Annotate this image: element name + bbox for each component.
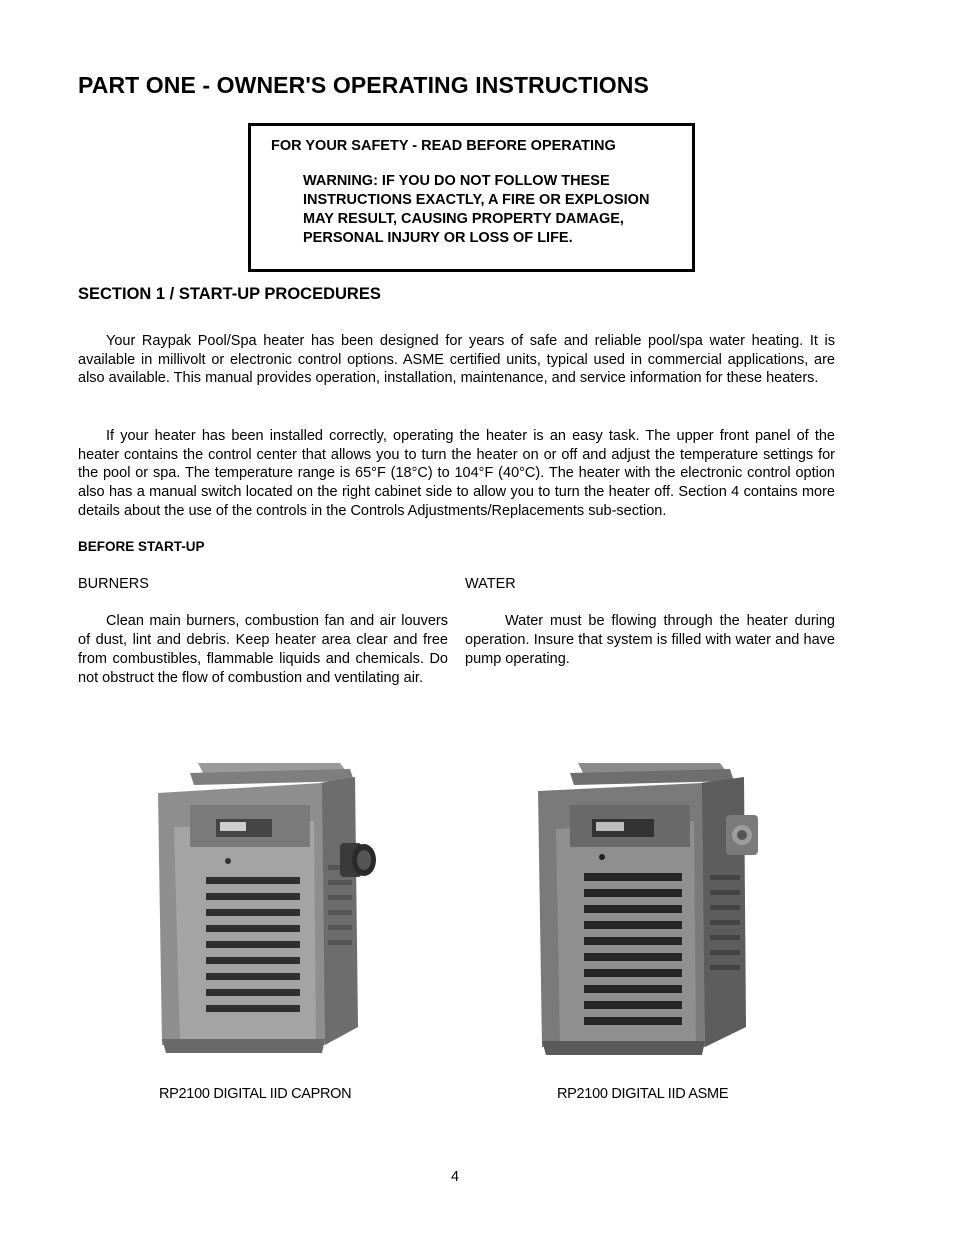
- heater-photo-capron: [150, 755, 390, 1075]
- safety-warning-box: [248, 123, 695, 272]
- burners-text: Clean main burners, combustion fan and air louvers of dust, lint and debris. Keep heater area clear and free from combustibles, flammable liquids and chemicals. Do not obstruct the flow of combustion and ventilating air.: [78, 613, 448, 686]
- page-number: 4: [451, 1169, 460, 1185]
- controls-paragraph: If your heater has been installed correctly, operating the heater is an easy task. The upper front panel of the heater contains the control center that allows you to turn the heater on or off and adjust the temperature settings for the pool or spa. The temperature range is 65°F (18°C) to 104°F (40°C). The heater with the electronic control option also has a manual switch located on the right cabinet side to allow you to turn the heater off. Section 4 contains more details about the use of the controls in the Controls Adjustments/Replacements sub-section.: [78, 428, 835, 519]
- water-text: Water must be flowing through the heater during operation. Insure that system is filled with water and have pump operating.: [465, 613, 835, 667]
- page-title: PART ONE - OWNER'S OPERATING INSTRUCTIONS: [78, 72, 649, 98]
- intro-paragraph: Your Raypak Pool/Spa heater has been designed for years of safe and reliable pool/spa water heating. It is available in millivolt or electronic control options. ASME certified units, typical used in commercial applications, are also available. This manual provides operation, installation, maintenance, and service information for these heaters.: [78, 333, 835, 387]
- heater-photo-asme: [530, 755, 770, 1075]
- figure-caption-asme: RP2100 DIGITAL IID ASME: [557, 1086, 729, 1102]
- burners-label: BURNERS: [78, 576, 149, 592]
- section-title: SECTION 1 / START-UP PROCEDURES: [78, 285, 381, 303]
- water-label: WATER: [465, 576, 516, 592]
- warning-heading: FOR YOUR SAFETY - READ BEFORE OPERATING: [271, 138, 616, 154]
- figure-caption-capron: RP2100 DIGITAL IID CAPRON: [159, 1086, 352, 1102]
- warning-body: WARNING: IF YOU DO NOT FOLLOW THESE INSTRUCTIONS EXACTLY, A FIRE OR EXPLOSION MAY RESULT, CAUSING PROPERTY DAMAGE, PERSONAL INJURY OR LOSS OF LIFE.: [303, 173, 650, 246]
- before-startup-heading: BEFORE START-UP: [78, 539, 205, 554]
